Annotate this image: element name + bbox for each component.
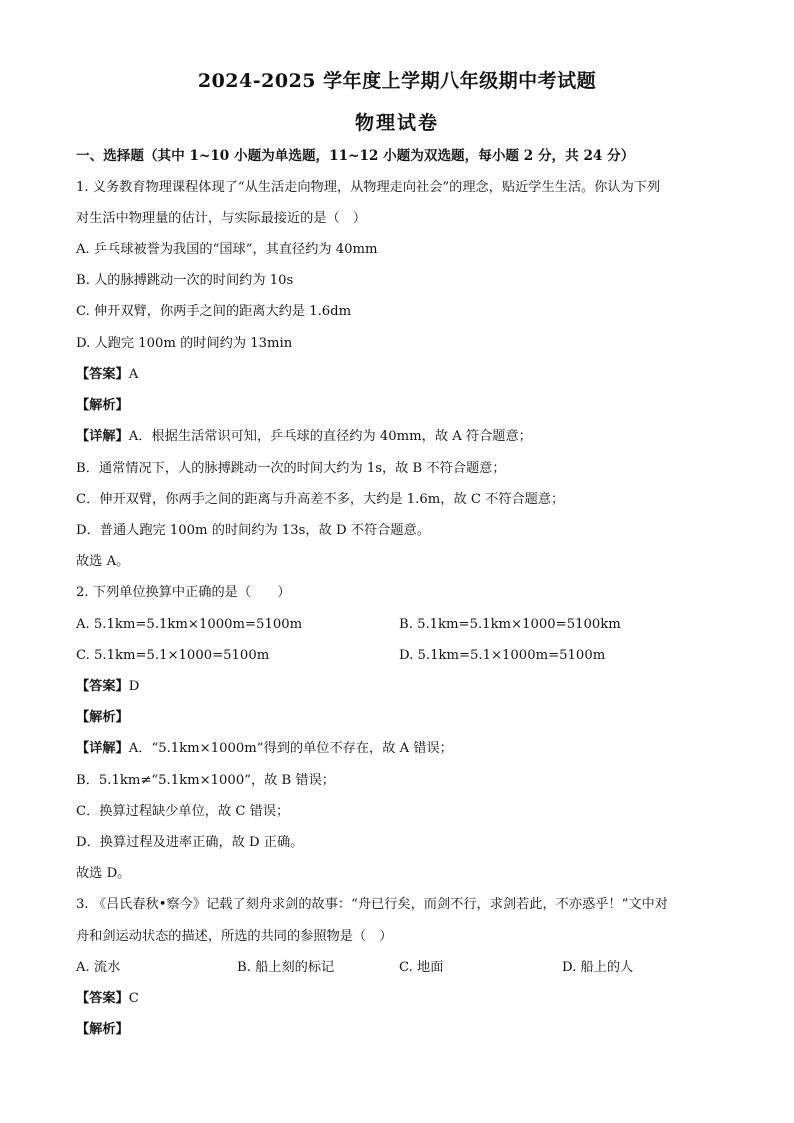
q1-detail-b: B．通常情况下，人的脉搏跳动一次的时间大约为 1s，故 B 不符合题意； (76, 461, 506, 476)
q1-stem-line1: 1. 义务教育物理课程体现了“从生活走向物理，从物理走向社会”的理念，贴近学生生活。你认为下列 (76, 180, 661, 195)
answer-tag: 【答案】 (76, 679, 129, 694)
q3-option-c: C. 地面 (399, 960, 444, 975)
q2-answer (76, 678, 139, 696)
q1-detail-c: C．伸开双臂，你两手之间的距离与升高差不多，大约是 1.6m，故 C 不符合题意； (76, 492, 565, 507)
answer-value: C (128, 991, 139, 1006)
q2-detail-b: B．5.1km≠“5.1km×1000”，故 B 错误； (76, 773, 335, 788)
q3-analysis-tag: 【解析】 (76, 1022, 129, 1037)
q2-detail-c: C．换算过程缺少单位，故 C 错误； (76, 804, 290, 819)
q1-option-a: A. 乒乓球被誉为我国的“国球”，其直径约为 40mm (76, 242, 378, 257)
answer-tag: 【答案】 (76, 367, 129, 382)
answer-tag: 【答案】 (76, 991, 129, 1006)
q2-detail-d: D．换算过程及进率正确，故 D 正确。 (76, 835, 304, 850)
detail-text: A．根据生活常识可知，乒乓球的直径约为 40mm，故 A 符合题意； (128, 429, 532, 444)
detail-tag: 【详解】 (76, 741, 129, 756)
q2-option-b: B. 5.1km=5.1km×1000=5100km (399, 617, 621, 632)
q3-option-d: D. 船上的人 (562, 960, 634, 975)
answer-value: D (128, 679, 140, 694)
detail-tag: 【详解】 (76, 429, 129, 444)
q1-detail-d: D．普通人跑完 100m 的时间约为 13s，故 D 不符合题意。 (76, 523, 430, 538)
section-heading: 一、选择题（其中 1~10 小题为单选题，11~12 小题为双选题，每小题 2 分，共 24 分） (76, 148, 635, 164)
exam-subtitle: 物理试卷 (354, 112, 439, 134)
q3-stem-line2: 舟和剑运动状态的描述，所选的共同的参照物是（ ） (76, 929, 393, 944)
q1-option-c: C. 伸开双臂，你两手之间的距离大约是 1.6dm (76, 304, 352, 319)
q2-conclusion: 故选 D。 (76, 866, 131, 881)
q3-option-a: A. 流水 (76, 960, 121, 975)
q1-analysis-tag: 【解析】 (76, 398, 129, 413)
q1-stem-line2: 对生活中物理量的估计，与实际最接近的是（ ） (76, 211, 367, 226)
detail-text: A．“5.1km×1000m”得到的单位不存在，故 A 错误； (128, 741, 453, 756)
q2-option-d: D. 5.1km=5.1×1000m=5100m (399, 648, 606, 663)
q1-option-b: B. 人的脉搏跳动一次的时间约为 10s (76, 273, 294, 288)
q1-conclusion: 故选 A。 (76, 554, 130, 569)
q3-answer (76, 990, 139, 1008)
q2-analysis-tag: 【解析】 (76, 710, 129, 725)
q3-option-b: B. 船上刻的标记 (237, 960, 335, 975)
q3-stem-line1: 3. 《吕氏春秋•察今》记载了刻舟求剑的故事：“舟已行矣，而剑不行，求剑若此，不亦惑乎！”文中对 (76, 897, 668, 912)
q2-detail-a (76, 740, 453, 758)
q1-detail-a (76, 428, 532, 446)
exam-title: 2024-2025 学年度上学期八年级期中考试题 (197, 70, 597, 92)
q1-option-d: D. 人跑完 100m 的时间约为 13min (76, 336, 293, 351)
q2-stem: 2. 下列单位换算中正确的是（ ） (76, 585, 291, 600)
answer-value: A (128, 367, 139, 382)
q2-option-c: C. 5.1km=5.1×1000=5100m (76, 648, 270, 663)
q1-answer (76, 366, 138, 384)
q2-option-a: A. 5.1km=5.1km×1000m=5100m (76, 617, 303, 632)
